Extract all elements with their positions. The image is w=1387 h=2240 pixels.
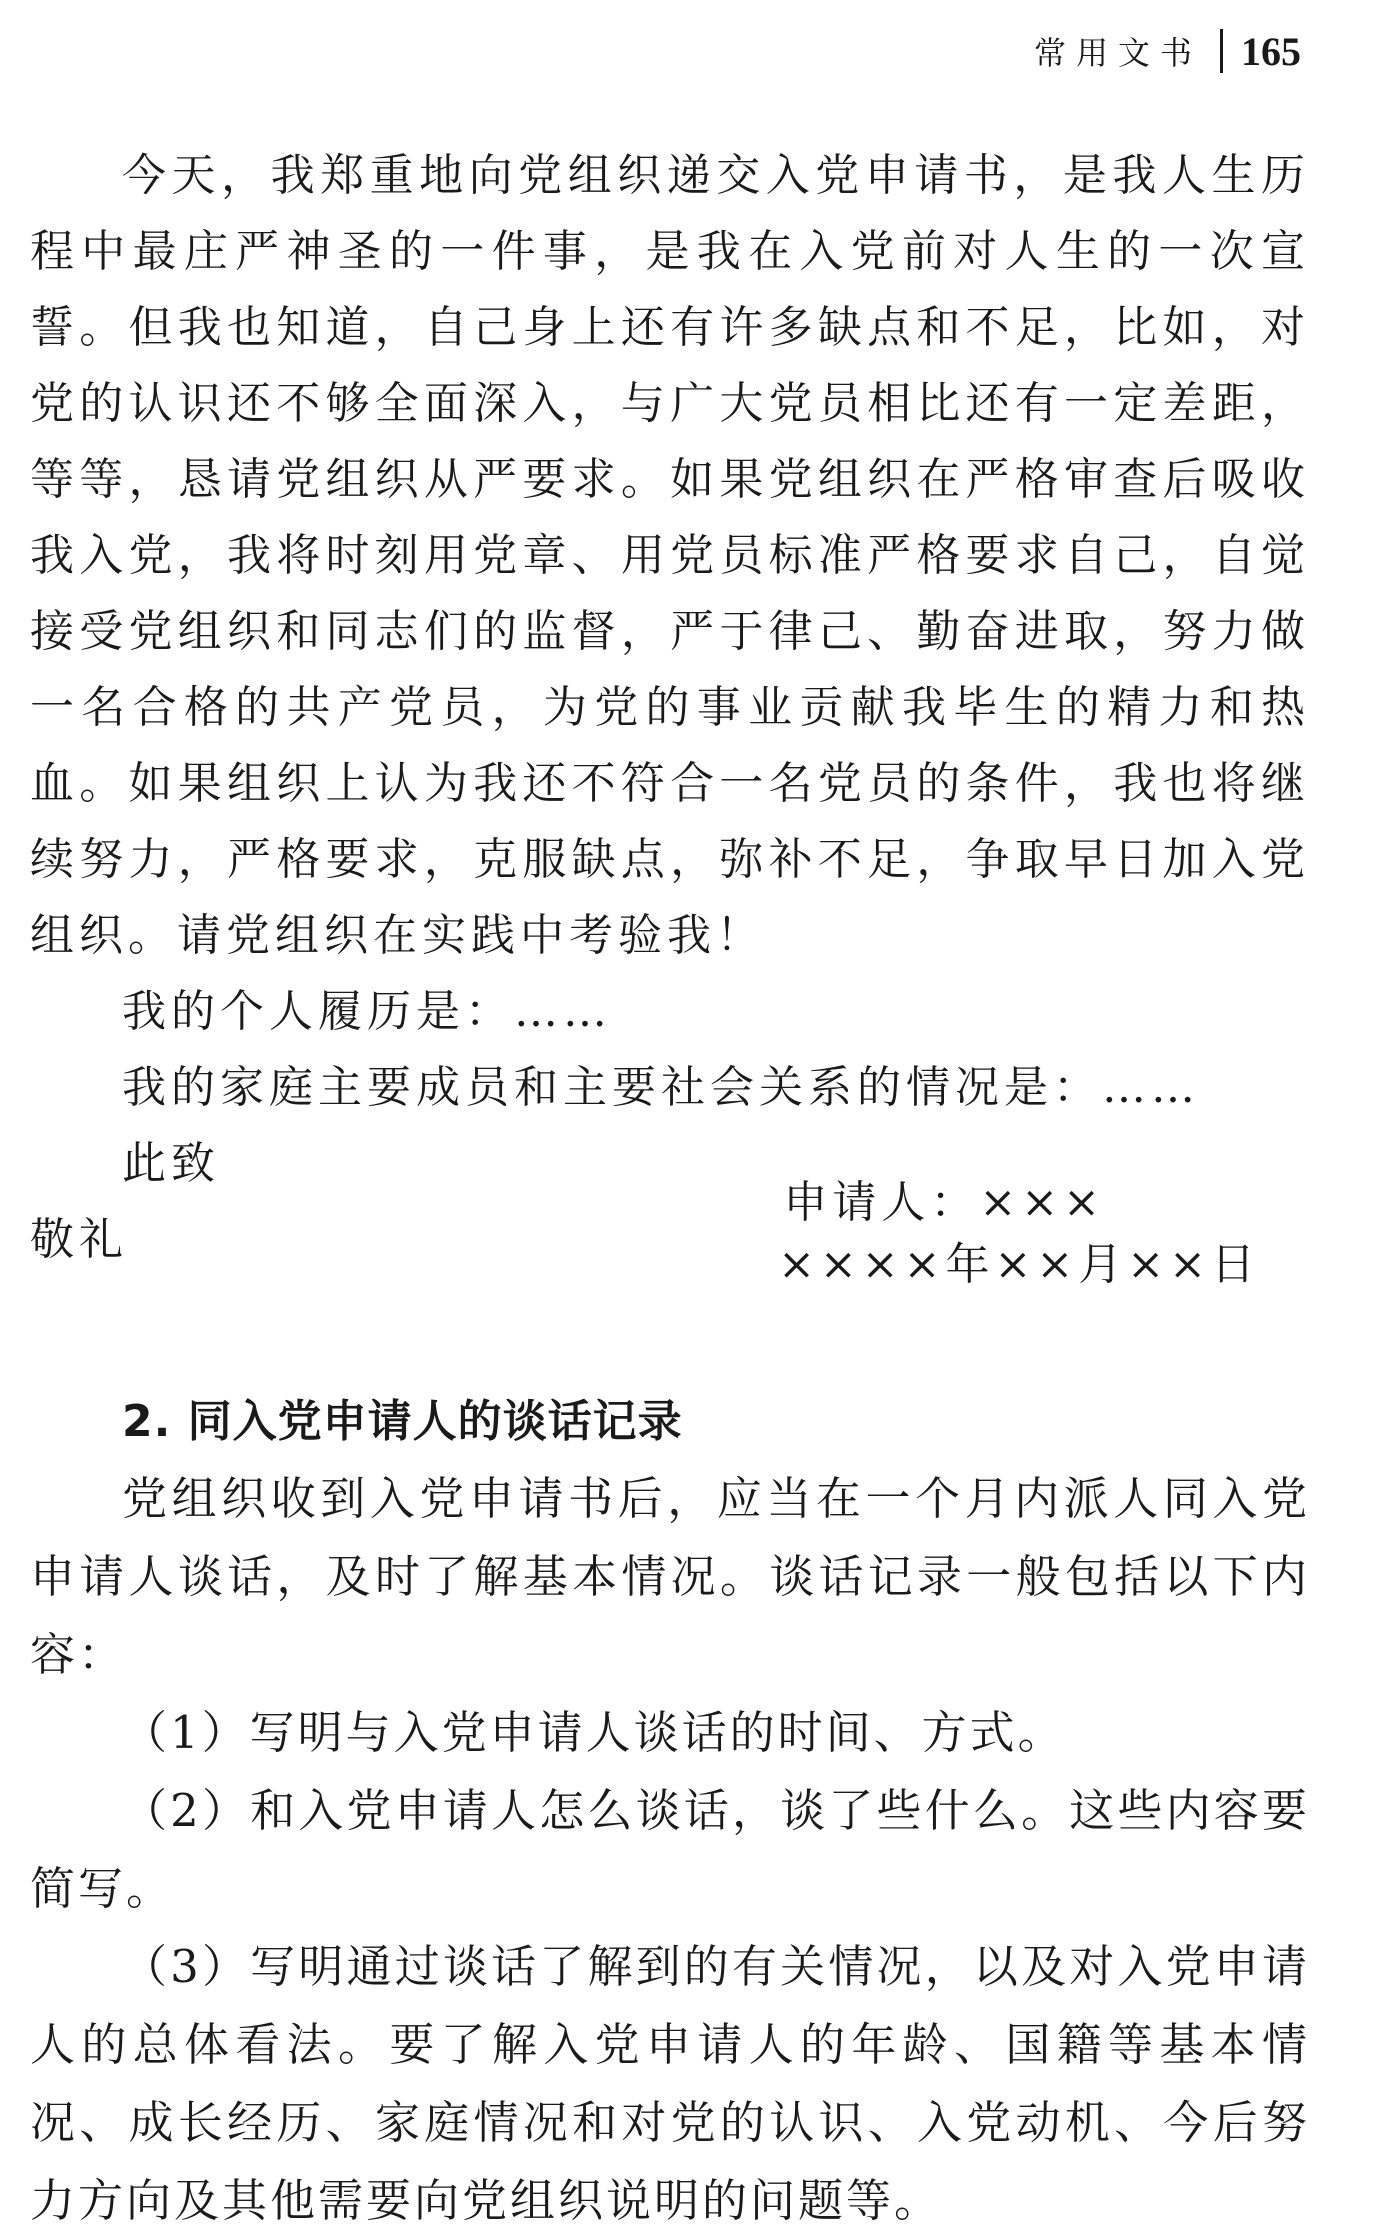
application-letter	[30, 138, 1310, 1278]
signature-date: ××××年××月××日	[778, 1239, 1260, 1290]
section-list-item: （3）写明通过谈话了解到的有关情况，以及对入党申请人的总体看法。要了解入党申请人的年龄、国籍等基本情况、成长经历、家庭情况和对党的认识、入党动机、今后努力方向及其他需要向党组织说明的问题等。	[30, 1940, 1310, 2227]
letter-salutation: 敬礼	[30, 1214, 128, 1265]
section-heading: 2. 同入党申请人的谈话记录	[122, 1396, 683, 1447]
section-body	[30, 1460, 1310, 2240]
letter-paragraph: 我的个人履历是：……	[122, 986, 612, 1037]
page-number: 165	[1241, 28, 1301, 74]
section-paragraph: 党组织收到入党申请书后，应当在一个月内派人同入党申请人谈话，及时了解基本情况。谈话记录一般包括以下内容：	[30, 1472, 1310, 1681]
letter-paragraph: 今天，我郑重地向党组织递交入党申请书，是我人生历程中最庄严神圣的一件事，是我在入党前对人生的一次宣誓。但我也知道，自己身上还有许多缺点和不足，比如，对党的认识还不够全面深入，与广大党员相比还有一定差距，等等，恳请党组织从严要求。如果党组织在严格审查后吸收我入党，我将时刻用党章、用党员标准严格要求自己，自觉接受党组织和同志们的监督，严于律己、勤奋进取，努力做一名合格的共产党员，为党的事业贡献我毕生的精力和热血。如果组织上认为我还不符合一名党员的条件，我也将继续努力，严格要求，克服缺点，弥补不足，争取早日加入党组织。请党组织在实践中考验我！	[30, 150, 1310, 961]
letter-paragraph: 此致	[122, 1138, 220, 1189]
letter-paragraph: 我的家庭主要成员和主要社会关系的情况是：……	[122, 1062, 1200, 1113]
section-list-item: （1）写明与入党申请人谈话的时间、方式。	[122, 1706, 1066, 1759]
section-list-item: （2）和入党申请人怎么谈话，谈了些什么。这些内容要简写。	[30, 1784, 1310, 1915]
running-header	[1034, 28, 1301, 74]
signature: 申请人：×××	[783, 1177, 1105, 1228]
signature-block	[30, 1172, 1310, 1296]
header-divider	[1220, 29, 1223, 73]
section-name: 常用文书	[1033, 34, 1202, 72]
